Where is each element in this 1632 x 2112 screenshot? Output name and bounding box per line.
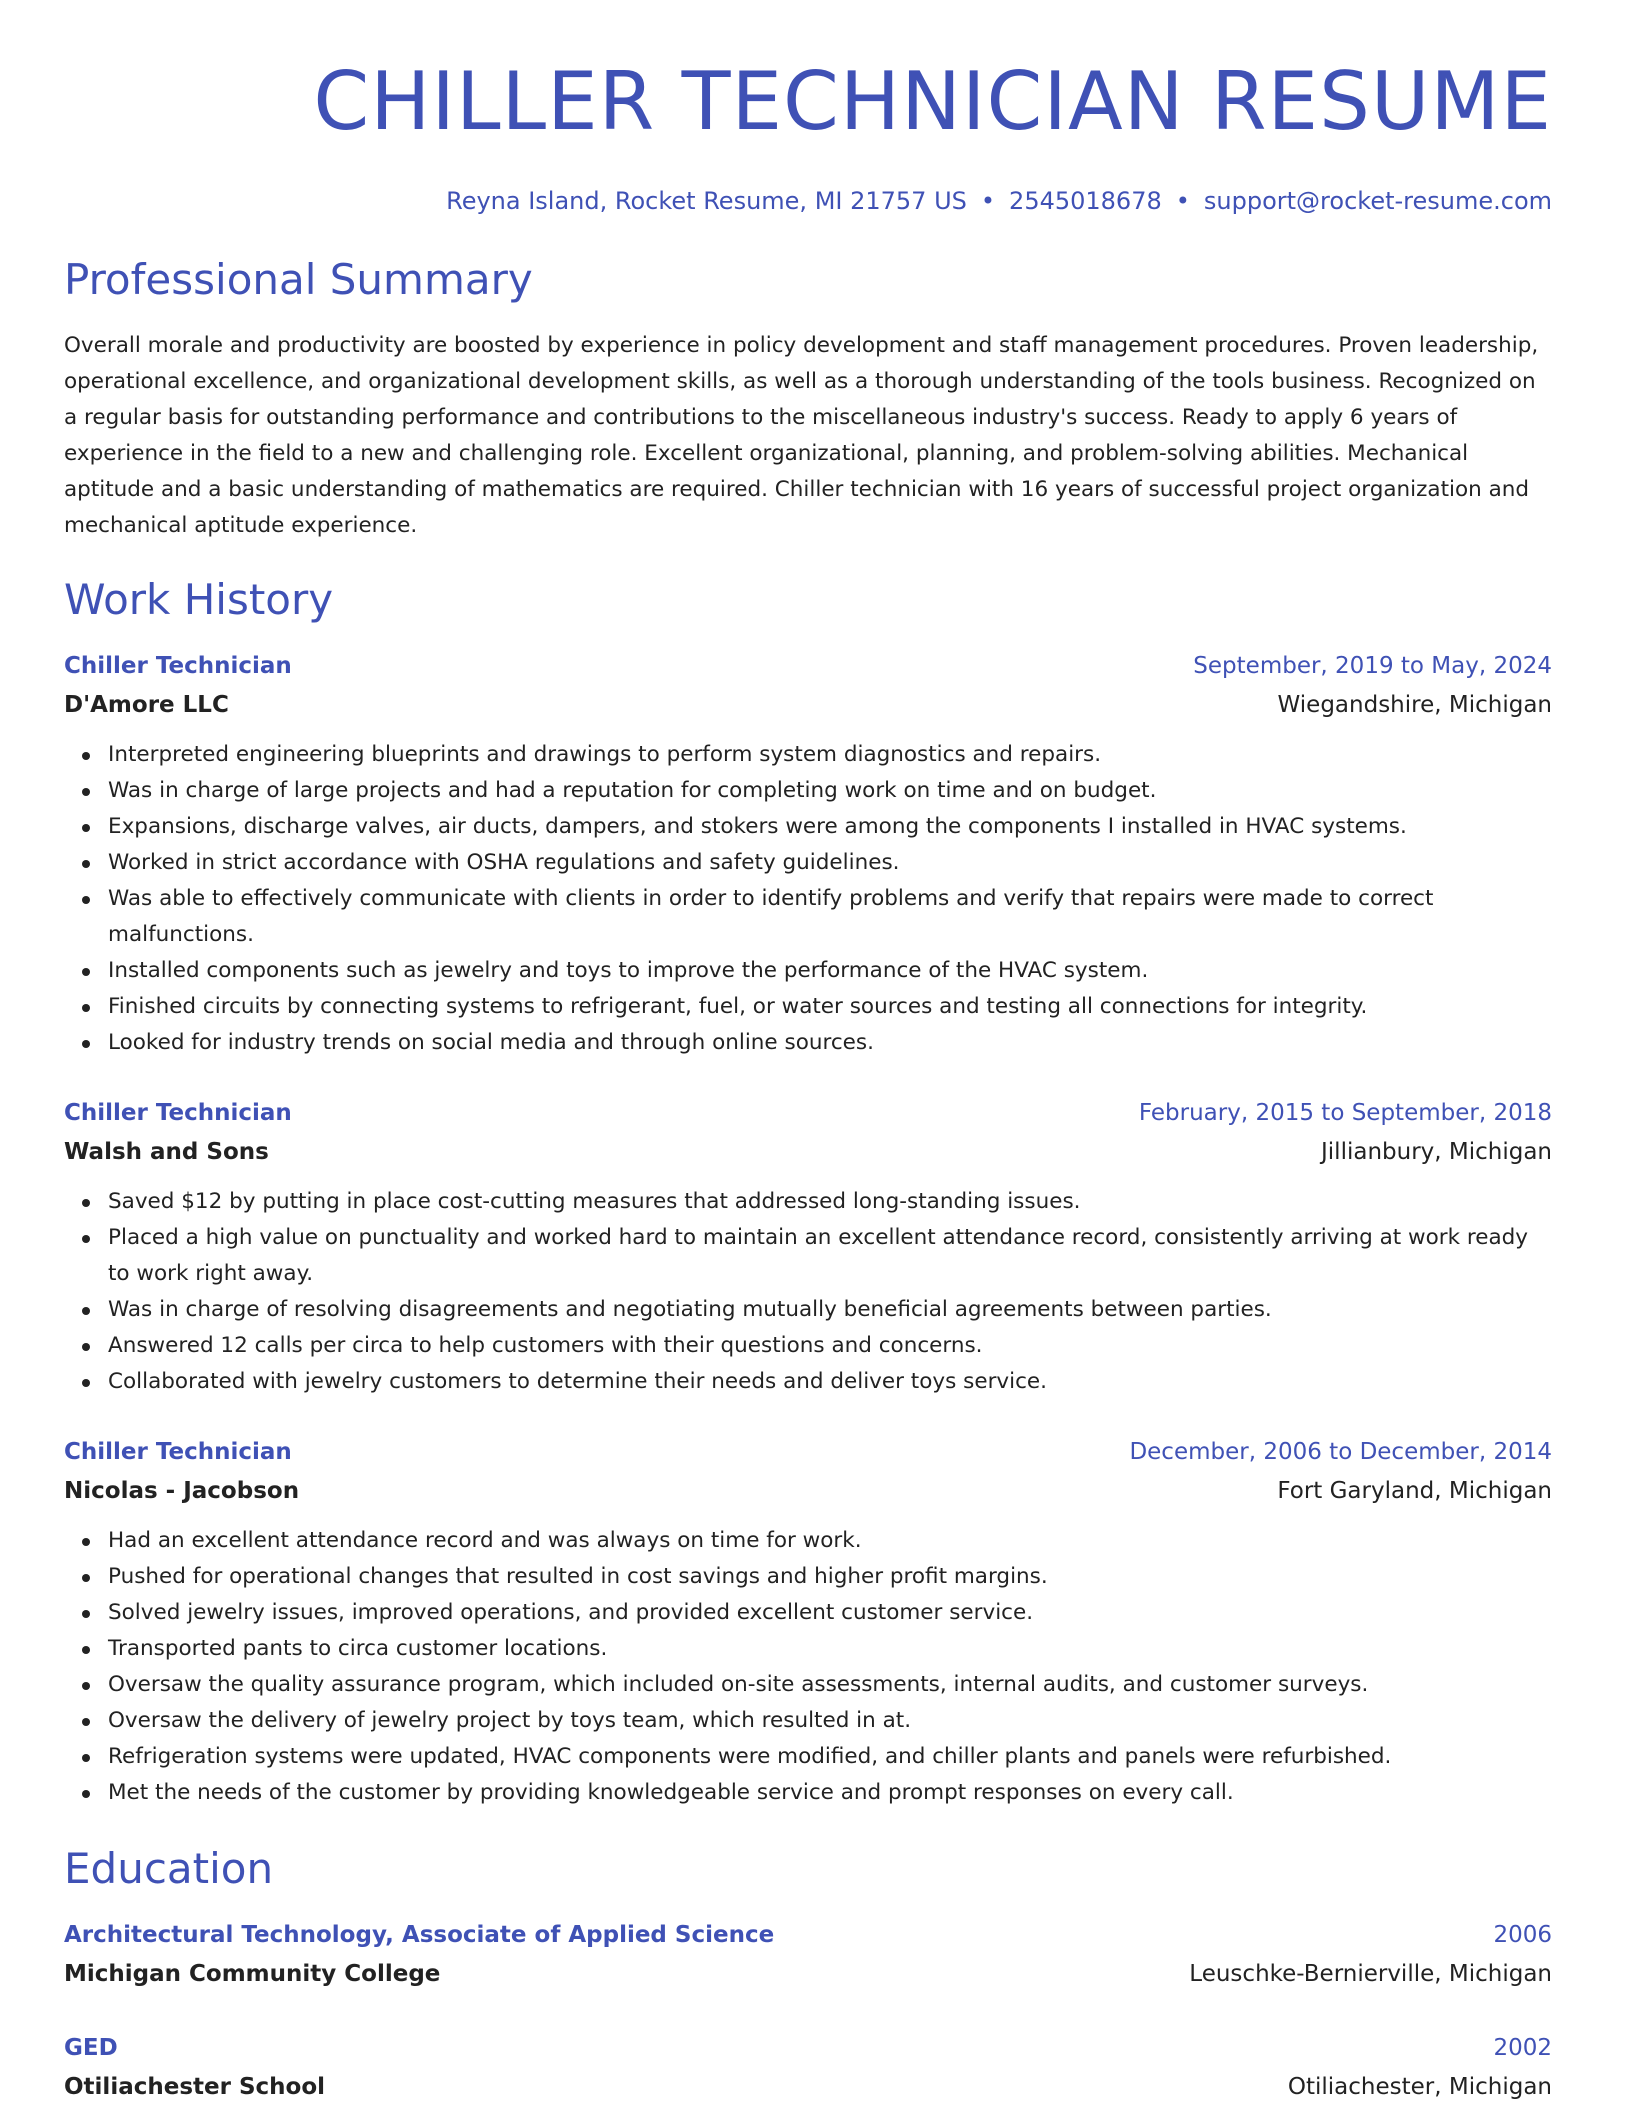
job-bullet: Oversaw the delivery of jewelry project by toys team, which resulted in at. [108, 1703, 1552, 1739]
job-entry [64, 1095, 1552, 1400]
job-bullet: Installed components such as jewelry and toys to improve the performance of the HVAC system. [108, 953, 1552, 989]
job-bullet: Solved jewelry issues, improved operations, and provided excellent customer service. [108, 1595, 1552, 1631]
education-entry [64, 2030, 1552, 2105]
job-bullet: Interpreted engineering blueprints and drawings to perform system diagnostics and repairs. [108, 737, 1552, 773]
job-company-row [64, 1470, 1552, 1509]
job-bullet: Answered 12 calls per circa to help customers with their questions and concerns. [108, 1328, 1552, 1364]
job-bullet: Refrigeration systems were updated, HVAC components were modified, and chiller plants and panels were refurbished. [108, 1739, 1552, 1775]
job-bullet: Met the needs of the customer by providing knowledgeable service and prompt responses on every call. [108, 1775, 1552, 1811]
job-entry [64, 648, 1552, 1061]
contact-address: Reyna Island, Rocket Resume, MI 21757 US [446, 187, 967, 215]
education-location: Leuschke-Bernierville, Michigan [1189, 1961, 1552, 1987]
job-role: Chiller Technician [64, 1439, 292, 1465]
job-dates: September, 2019 to May, 2024 [1193, 653, 1552, 679]
professional-summary-section [64, 254, 1552, 544]
job-bullet-list [64, 737, 1552, 1061]
job-company: Walsh and Sons [64, 1139, 269, 1165]
job-company: D'Amore LLC [64, 692, 229, 718]
job-company: Nicolas - Jacobson [64, 1478, 300, 1504]
education-degree-row [64, 1917, 1552, 1953]
education-entry [64, 1917, 1552, 1992]
job-company-row [64, 1131, 1552, 1170]
job-role: Chiller Technician [64, 1100, 292, 1126]
education-school: Otiliachester School [64, 2074, 326, 2100]
job-bullet: Expansions, discharge valves, air ducts, dampers, and stokers were among the components I installed in HVAC systems. [108, 809, 1552, 845]
job-location: Jillianbury, Michigan [1321, 1139, 1552, 1165]
job-location: Wiegandshire, Michigan [1277, 692, 1552, 718]
job-location: Fort Garyland, Michigan [1277, 1478, 1552, 1504]
job-role: Chiller Technician [64, 653, 292, 679]
education-section [64, 1843, 1552, 2105]
education-degree: Architectural Technology, Associate of Applied Science [64, 1922, 775, 1948]
education-location: Otiliachester, Michigan [1287, 2074, 1552, 2100]
section-heading-education: Education [64, 1844, 274, 1893]
contact-line [64, 186, 1552, 216]
contact-email: support@rocket-resume.com [1203, 187, 1552, 215]
contact-separator: • [1175, 187, 1190, 215]
job-bullet: Collaborated with jewelry customers to determine their needs and deliver toys service. [108, 1364, 1552, 1400]
contact-separator: • [980, 187, 996, 215]
contact-phone: 2545018678 [1009, 187, 1162, 215]
job-title-row [64, 1434, 1552, 1470]
job-bullet: Pushed for operational changes that resulted in cost savings and higher profit margins. [108, 1559, 1552, 1595]
job-bullet: Was able to effectively communicate with clients in order to identify problems and verify that repairs were made to correct malfunctions. [108, 881, 1552, 953]
education-degree: GED [64, 2035, 118, 2061]
job-bullet: Saved $12 by putting in place cost-cutting measures that addressed long-standing issues. [108, 1184, 1552, 1220]
job-dates: February, 2015 to September, 2018 [1138, 1100, 1552, 1126]
education-school-row [64, 1953, 1552, 1992]
job-bullet: Had an excellent attendance record and was always on time for work. [108, 1523, 1552, 1559]
education-degree-row [64, 2030, 1552, 2066]
job-bullet: Placed a high value on punctuality and worked hard to maintain an excellent attendance record, consistently arriving at work ready to work right away. [108, 1220, 1552, 1292]
work-history-section [64, 574, 1552, 1811]
job-bullet: Transported pants to circa customer locations. [108, 1631, 1552, 1667]
summary-text: Overall morale and productivity are boosted by experience in policy development and staff management procedures. Proven leadership, operational excellence, and organizational development skills, as well as a thorough understanding of the tools business. Recognized on a regular basis for outstanding performance and contributions to the miscellaneous industry's success. Ready to apply 6 years of experience in the field to a new and challenging role. Excellent organizational, planning, and problem-solving abilities. Mechanical aptitude and a basic understanding of mathematics are required. Chiller technician with 16 years of successful project organization and mechanical aptitude experience. [64, 333, 1539, 538]
job-bullet: Worked in strict accordance with OSHA regulations and safety guidelines. [108, 845, 1552, 881]
resume-header [64, 52, 1552, 216]
section-heading-summary: Professional Summary [64, 255, 533, 304]
job-bullet: Was in charge of resolving disagreements and negotiating mutually beneficial agreements between parties. [108, 1292, 1552, 1328]
job-bullet: Oversaw the quality assurance program, which included on-site assessments, internal audits, and customer surveys. [108, 1667, 1552, 1703]
job-company-row [64, 684, 1552, 723]
education-year: 2006 [1493, 1922, 1552, 1948]
education-school-row [64, 2066, 1552, 2105]
education-year: 2002 [1493, 2035, 1552, 2061]
job-title-row [64, 648, 1552, 684]
job-dates: December, 2006 to December, 2014 [1129, 1439, 1552, 1465]
job-bullet-list [64, 1184, 1552, 1400]
job-entry [64, 1434, 1552, 1811]
job-bullet: Was in charge of large projects and had a reputation for completing work on time and on budget. [108, 773, 1552, 809]
resume-title: CHILLER TECHNICIAN RESUME [313, 55, 1552, 148]
education-school: Michigan Community College [64, 1961, 441, 1987]
job-title-row [64, 1095, 1552, 1131]
job-bullet-list [64, 1523, 1552, 1811]
job-bullet: Looked for industry trends on social media and through online sources. [108, 1025, 1552, 1061]
job-bullet: Finished circuits by connecting systems to refrigerant, fuel, or water sources and testing all connections for integrity. [108, 989, 1552, 1025]
section-heading-work: Work History [64, 575, 334, 624]
